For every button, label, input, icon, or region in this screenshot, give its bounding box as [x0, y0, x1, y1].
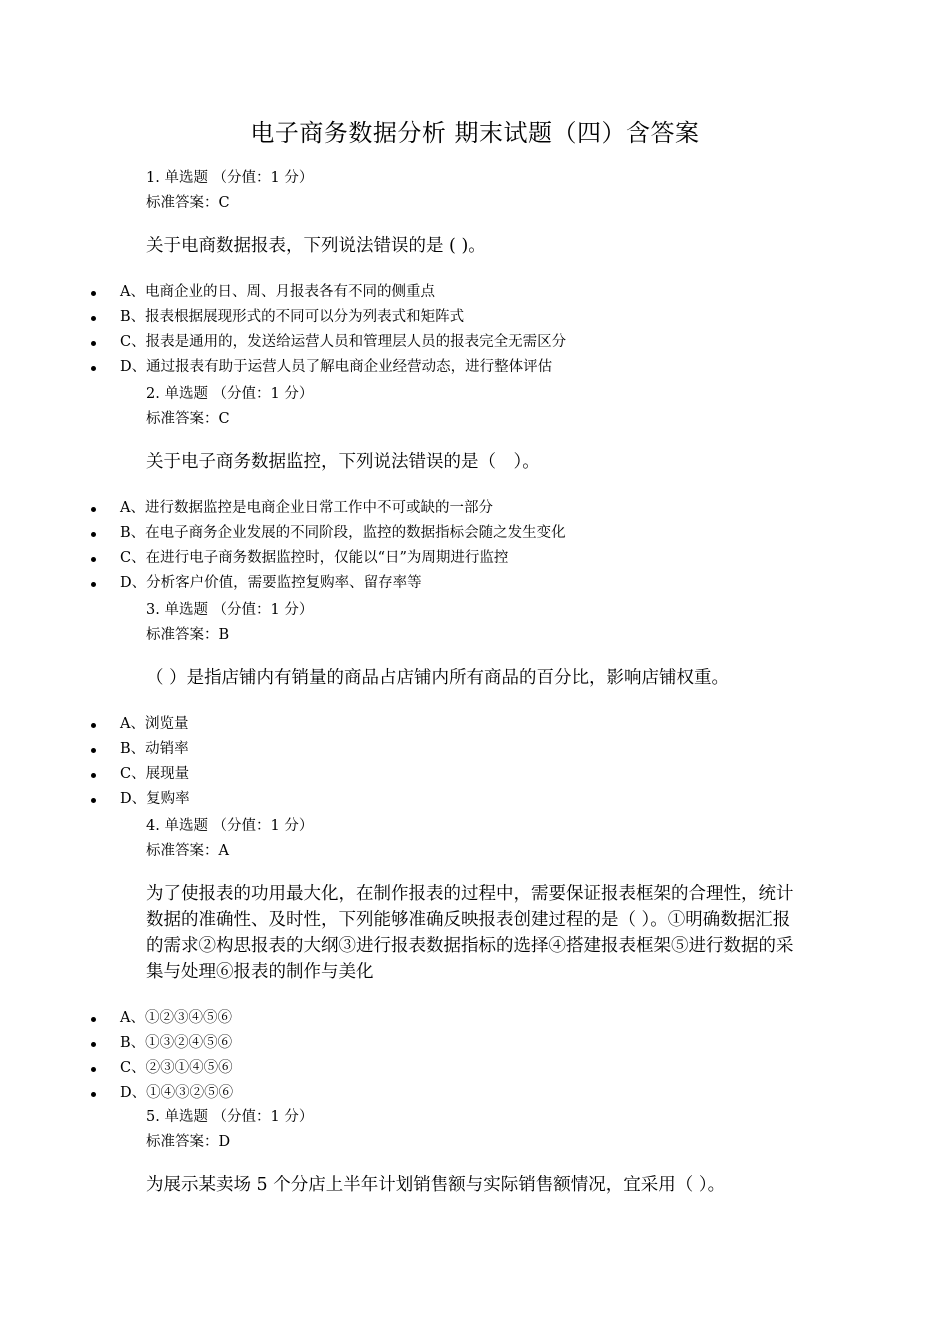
bullet-icon: [91, 341, 96, 346]
question-header: 4. 单选题 （分值：1 分）: [146, 818, 314, 834]
question-stem: 关于电商数据报表，下列说法错误的是 ( )。: [146, 236, 486, 256]
bullet-icon: [91, 748, 96, 753]
question-stem: （ ）是指店铺内有销量的商品占店铺内所有商品的百分比，影响店铺权重。: [146, 668, 730, 688]
option-text: A、进行数据监控是电商企业日常工作中不可或缺的一部分: [120, 500, 493, 516]
option-a: [0, 496, 950, 521]
option-text: D、①④③②⑤⑥: [120, 1085, 234, 1101]
question-header: 5. 单选题 （分值：1 分）: [146, 1109, 314, 1125]
bullet-icon: [91, 582, 96, 587]
option-b: [0, 521, 950, 546]
option-list: [0, 280, 950, 380]
bullet-icon: [91, 798, 96, 803]
option-text: B、①③②④⑤⑥: [120, 1035, 233, 1051]
option-a: [0, 280, 950, 305]
option-list: [0, 712, 950, 812]
question-stem: 为展示某卖场 5 个分店上半年计划销售额与实际销售额情况，宜采用（ ）。: [146, 1175, 726, 1195]
bullet-icon: [91, 557, 96, 562]
option-b: [0, 737, 950, 762]
option-text: C、在进行电子商务数据监控时，仅能以“日”为周期进行监控: [120, 550, 509, 566]
option-text: C、②③①④⑤⑥: [120, 1060, 233, 1076]
standard-answer: 标准答案：A: [146, 842, 229, 859]
option-c: [0, 1056, 950, 1081]
bullet-icon: [91, 1067, 96, 1072]
question-header: 1. 单选题 （分值：1 分）: [146, 170, 314, 186]
question-header: 3. 单选题 （分值：1 分）: [146, 602, 314, 618]
bullet-icon: [91, 316, 96, 321]
question-5: [0, 1105, 950, 1198]
option-text: B、动销率: [120, 741, 189, 757]
option-text: C、展现量: [120, 766, 190, 782]
option-text: A、浏览量: [120, 716, 189, 732]
question-3: [0, 598, 950, 812]
option-c: [0, 330, 950, 355]
bullet-icon: [91, 1092, 96, 1097]
option-d: [0, 571, 950, 596]
standard-answer: 标准答案：B: [146, 626, 230, 643]
option-c: [0, 762, 950, 787]
option-text: D、复购率: [120, 791, 190, 807]
question-4: [0, 814, 950, 1106]
document-title: 电子商务数据分析 期末试题（四）含答案: [250, 119, 700, 147]
option-b: [0, 305, 950, 330]
bullet-icon: [91, 291, 96, 296]
standard-answer: 标准答案：D: [146, 1133, 231, 1150]
question-1: [0, 166, 950, 380]
option-a: [0, 1006, 950, 1031]
option-a: [0, 712, 950, 737]
bullet-icon: [91, 1042, 96, 1047]
question-2: [0, 382, 950, 596]
option-c: [0, 546, 950, 571]
bullet-icon: [91, 507, 96, 512]
option-d: [0, 355, 950, 380]
bullet-icon: [91, 366, 96, 371]
bullet-icon: [91, 1017, 96, 1022]
bullet-icon: [91, 773, 96, 778]
option-b: [0, 1031, 950, 1056]
question-header: 2. 单选题 （分值：1 分）: [146, 386, 314, 402]
option-text: A、电商企业的日、周、月报表各有不同的侧重点: [120, 284, 435, 300]
standard-answer: 标准答案：C: [146, 410, 230, 427]
bullet-icon: [91, 723, 96, 728]
option-text: B、报表根据展现形式的不同可以分为列表式和矩阵式: [120, 309, 465, 325]
bullet-icon: [91, 532, 96, 537]
option-text: A、①②③④⑤⑥: [120, 1010, 232, 1026]
option-list: [0, 1006, 950, 1106]
question-stem: 为了使报表的功用最大化，在制作报表的过程中，需要保证报表框架的合理性，统计数据的准确性、及时性，下列能够准确反映报表创建过程的是（ ）。①明确数据汇报的需求②构思报表的大纲③进行报表数据指标的选择④搭建报表框架⑤进行数据的采集与处理⑥报表的制作与美化: [146, 884, 794, 982]
standard-answer: 标准答案：C: [146, 194, 230, 211]
option-text: D、分析客户价值，需要监控复购率、留存率等: [120, 575, 422, 591]
option-d: [0, 1081, 950, 1106]
option-text: B、在电子商务企业发展的不同阶段，监控的数据指标会随之发生变化: [120, 525, 566, 541]
option-list: [0, 496, 950, 596]
option-text: D、通过报表有助于运营人员了解电商企业经营动态，进行整体评估: [120, 359, 553, 375]
question-stem: 关于电子商务数据监控，下列说法错误的是（ ）。: [146, 452, 540, 472]
option-text: C、报表是通用的，发送给运营人员和管理层人员的报表完全无需区分: [120, 334, 567, 350]
option-d: [0, 787, 950, 812]
